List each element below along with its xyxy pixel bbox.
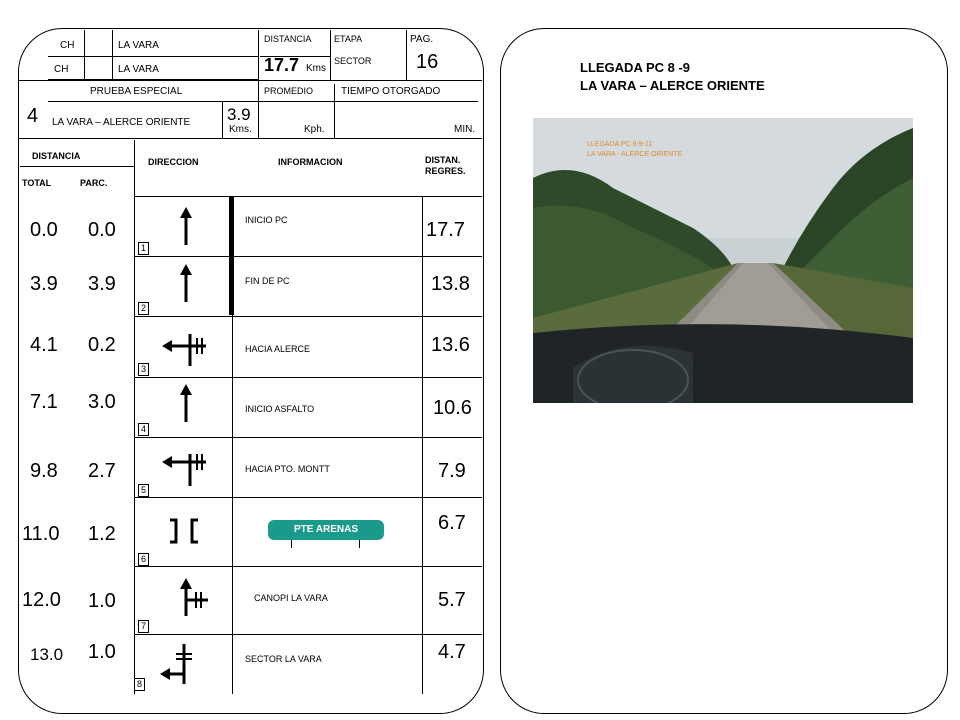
- straight-arrow-icon: [174, 205, 198, 247]
- promedio-label: PROMEDIO: [264, 86, 314, 96]
- prueba-km: 3.9: [227, 105, 251, 124]
- return-distance: 7.9: [438, 460, 466, 482]
- header-divider: [84, 30, 85, 80]
- partial-distance: 1.0: [88, 590, 116, 612]
- distancia-column-header: DISTANCIA: [32, 151, 81, 161]
- return-distance: 4.7: [438, 641, 466, 663]
- straight-arrow-icon: [174, 382, 198, 424]
- row-divider: [134, 437, 482, 438]
- row-divider: [134, 316, 482, 317]
- tiempo-label: TIEMPO OTORGADO: [341, 86, 441, 97]
- header-divider: [258, 30, 259, 138]
- distancia-value: 17.7: [264, 55, 300, 75]
- kms-label: Kms.: [229, 124, 252, 135]
- place-name-1: LA VARA: [118, 40, 159, 51]
- road-photo: [533, 118, 913, 403]
- row-number: 2: [138, 302, 149, 315]
- bridge-name-badge: PTE ARENAS: [268, 520, 384, 540]
- total-distance: 13.0: [30, 645, 64, 664]
- badge-tick: [359, 540, 360, 548]
- partial-distance: 0.0: [88, 219, 116, 241]
- info-text: INICIO ASFALTO: [245, 404, 315, 414]
- total-distance: 4.1: [30, 334, 58, 356]
- total-distance: 7.1: [30, 391, 58, 413]
- place-name-2: LA VARA: [118, 64, 159, 75]
- distan-regres-column-header: DISTAN. REGRES.: [425, 155, 466, 176]
- info-text: CANOPI LA VARA: [254, 593, 328, 603]
- row-number: 6: [138, 553, 149, 566]
- row-number: 7: [138, 620, 149, 633]
- partial-distance: 3.9: [88, 273, 116, 295]
- row-number: 8: [134, 678, 145, 691]
- header-divider: [48, 101, 478, 102]
- table-divider: [134, 196, 135, 694]
- min-label: MIN.: [454, 124, 476, 135]
- return-distance: 5.7: [438, 589, 466, 611]
- left-turn-icon: [160, 448, 210, 488]
- prueba-label: PRUEBA ESPECIAL: [90, 86, 183, 97]
- return-distance: 13.8: [431, 273, 470, 295]
- header-divider: [330, 30, 331, 80]
- informacion-column-header: INFORMACION: [278, 157, 343, 167]
- total-distance: 11.0: [22, 523, 60, 545]
- arrival-subtitle: LA VARA – ALERCE ORIENTE: [580, 78, 765, 93]
- header-divider: [334, 84, 335, 138]
- header-divider: [48, 56, 258, 57]
- table-divider: [422, 196, 423, 694]
- info-text: SECTOR LA VARA: [245, 654, 322, 664]
- arrival-title: LLEGADA PC 8 -9: [580, 60, 691, 75]
- return-distance: 17.7: [426, 219, 465, 241]
- return-distance: 10.6: [433, 397, 472, 419]
- row-divider: [134, 497, 482, 498]
- parc-column-header: PARC.: [80, 178, 108, 188]
- straight-arrow-icon: [174, 262, 198, 304]
- page-number: 16: [416, 51, 439, 73]
- distancia-label: DISTANCIA: [264, 34, 312, 44]
- prueba-name: LA VARA – ALERCE ORIENTE: [52, 117, 191, 128]
- row-divider: [134, 256, 482, 257]
- row-divider: [134, 634, 482, 635]
- photo-caption-line-2: LA VARA - ALERCE ORIENTE: [587, 151, 683, 158]
- total-distance: 0.0: [30, 219, 58, 241]
- return-distance: 13.6: [431, 334, 470, 356]
- info-text: HACIA ALERCE: [245, 344, 311, 354]
- row-number: 3: [138, 363, 149, 376]
- total-column-header: TOTAL: [22, 178, 52, 188]
- column-header-divider: [134, 140, 135, 196]
- info-text: INICIO PC: [245, 215, 288, 225]
- header-divider: [18, 138, 482, 139]
- partial-distance: 2.7: [88, 460, 116, 482]
- etapa-label: ETAPA: [334, 34, 363, 44]
- left-turn-crossroad-icon: [158, 640, 198, 686]
- partial-distance: 0.2: [88, 334, 116, 356]
- badge-tick: [291, 540, 292, 548]
- bridge-icon: [166, 516, 202, 546]
- row-divider: [134, 566, 482, 567]
- partial-distance: 1.0: [88, 641, 116, 663]
- header-divider: [406, 30, 407, 80]
- straight-arrow-cross-icon: [172, 576, 212, 618]
- total-distance: 12.0: [22, 589, 61, 611]
- road-photo-image: [533, 118, 913, 403]
- total-distance: 9.8: [30, 460, 58, 482]
- special-stage-bar: [229, 196, 234, 315]
- row-number: 4: [138, 423, 149, 436]
- info-text: FIN DE PC: [245, 276, 290, 286]
- direccion-column-header: DIRECCION: [148, 157, 199, 167]
- sector-label: SECTOR: [334, 56, 372, 66]
- header-divider: [112, 30, 113, 80]
- partial-distance: 1.2: [88, 523, 116, 545]
- kph-label: Kph.: [304, 124, 325, 135]
- total-distance: 3.9: [30, 273, 58, 295]
- row-number: 1: [138, 242, 149, 255]
- ch-label-2: CH: [54, 64, 69, 75]
- return-distance: 6.7: [438, 512, 466, 534]
- header-divider: [222, 102, 223, 138]
- prueba-number: 4: [27, 105, 39, 127]
- pag-label: PAG.: [410, 34, 434, 45]
- row-divider: [134, 196, 482, 197]
- header-divider: [18, 80, 482, 81]
- partial-distance: 3.0: [88, 391, 116, 413]
- row-divider: [134, 377, 482, 378]
- ch-label-1: CH: [60, 40, 75, 51]
- row-number: 5: [138, 484, 149, 497]
- distancia-unit: Kms: [306, 63, 326, 74]
- left-turn-icon: [160, 328, 210, 368]
- photo-caption-line-1: LLEGADA PC 8-9-11: [587, 141, 653, 148]
- info-text: HACIA PTO. MONTT: [245, 464, 330, 474]
- column-header-underline: [20, 166, 134, 167]
